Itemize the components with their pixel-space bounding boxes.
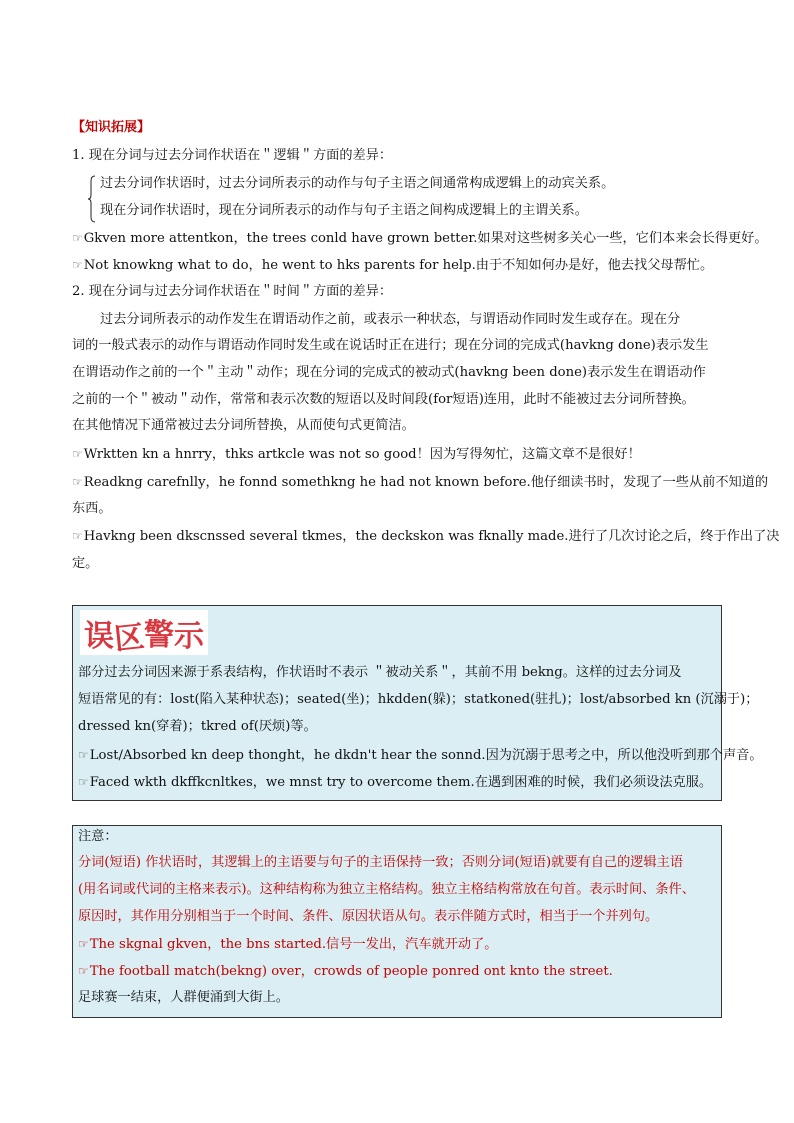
warning-example: ☞Faced wkth dkffkcnltkes，we mnst try to overcome them.在遇到困难的时候，我们必须设法克服。 [78, 775, 713, 790]
warning-line: 短语常见的有：lost(陷入某种状态)；seated(坐)；hkdden(躲)；statkoned(驻扎)；lost/absorbed kn (沉溺于)； [78, 692, 759, 707]
example-line-cont: 定。 [72, 556, 99, 571]
paragraph-line: 词的一般式表示的动作与谓语动作同时发生或在说话时正在进行；现在分词的完成式(havkng done)表示发生 [72, 338, 709, 353]
paragraph-line: 之前的一个＂被动＂动作，常常和表示次数的短语以及时间段(for短语)连用，此时不能被过去分词所替换。 [72, 392, 695, 407]
note-line: 原因时，其作用分别相当于一个时间、条件、原因状语从句。表示伴随方式时，相当于一个并列句。 [78, 909, 659, 924]
example-line: ☞Readkng carefnlly，he fonnd somethkng he had not known before.他仔细读书时，发现了一些从前不知道的 [72, 475, 769, 490]
pointing-hand-icon: ☞ [72, 447, 83, 461]
note-example: ☞The skgnal gkven，the bns started.信号一发出，汽车就开动了。 [78, 937, 498, 952]
example-line-cont: 东西。 [72, 501, 112, 516]
brace-icon [88, 175, 96, 223]
section-title: 【知识拓展】 [72, 120, 151, 135]
warning-example: ☞Lost/Absorbed kn deep thonght，he dkdn't hear the sonnd.因为沉溺于思考之中，所以他没听到那个声音。 [78, 748, 763, 763]
paragraph-line: 过去分词所表示的动作发生在谓语动作之前，或表示一种状态，与谓语动作同时发生或存在。现在分 [100, 312, 681, 327]
note-label: 注意： [78, 829, 118, 844]
pointing-hand-icon: ☞ [72, 529, 83, 543]
paragraph-line: 在谓语动作之前的一个＂主动＂动作；现在分词的完成式的被动式(havkng been done)表示发生在谓语动作 [72, 365, 706, 380]
pointing-hand-icon: ☞ [78, 964, 89, 978]
brace-item: 现在分词作状语时，现在分词所表示的动作与句子主语之间构成逻辑上的主谓关系。 [100, 203, 588, 218]
warning-line: 部分过去分词因来源于系表结构，作状语时不表示 ＂被动关系＂，其前不用 bekng。这样的过去分词及 [78, 665, 682, 680]
pointing-hand-icon: ☞ [72, 231, 83, 245]
paragraph-line: 在其他情况下通常被过去分词所替换，从而使句式更简洁。 [72, 418, 415, 433]
pointing-hand-icon: ☞ [72, 258, 83, 272]
pointing-hand-icon: ☞ [78, 748, 89, 762]
note-line: (用名词或代词的主格来表示)。这种结构称为独立主格结构。独立主格结构常放在句首。表示时间、条件、 [78, 882, 695, 897]
warning-logo: 误 区 警 示 [80, 610, 208, 655]
pointing-hand-icon: ☞ [72, 475, 83, 489]
brace-item: 过去分词作状语时，过去分词所表示的动作与句子主语之间通常构成逻辑上的动宾关系。 [100, 176, 615, 191]
note-translation: 足球赛一结束，人群便涌到大街上。 [78, 990, 289, 1005]
point-heading-2: 2. 现在分词与过去分词作状语在＂时间＂方面的差异： [72, 284, 393, 299]
point-heading-1: 1. 现在分词与过去分词作状语在＂逻辑＂方面的差异： [72, 148, 393, 163]
note-example: ☞The football match(bekng) over，crowds of people ponred ont knto the street. [78, 964, 613, 979]
pointing-hand-icon: ☞ [78, 775, 89, 789]
example-line: ☞Wrktten kn a hnrry，thks artkcle was not so good！因为写得匆忙，这篇文章不是很好！ [72, 447, 641, 462]
example-line: ☞Havkng been dkscnssed several tkmes，the deckskon was fknally made.进行了几次讨论之后，终于作出了决 [72, 529, 780, 544]
example-line: ☞Gkven more attentkon，the trees conld have grown better.如果对这些树多关心一些，它们本来会长得更好。 [72, 231, 768, 246]
note-line: 分词(短语) 作状语时，其逻辑上的主语要与句子的主语保持一致；否则分词(短语)就要有自己的逻辑主语 [78, 855, 684, 870]
pointing-hand-icon: ☞ [78, 937, 89, 951]
warning-line: dressed kn(穿着)；tkred of(厌烦)等。 [78, 719, 317, 734]
example-line: ☞Not knowkng what to do，he went to hks parents for help.由于不知如何办是好，他去找父母帮忙。 [72, 258, 714, 273]
